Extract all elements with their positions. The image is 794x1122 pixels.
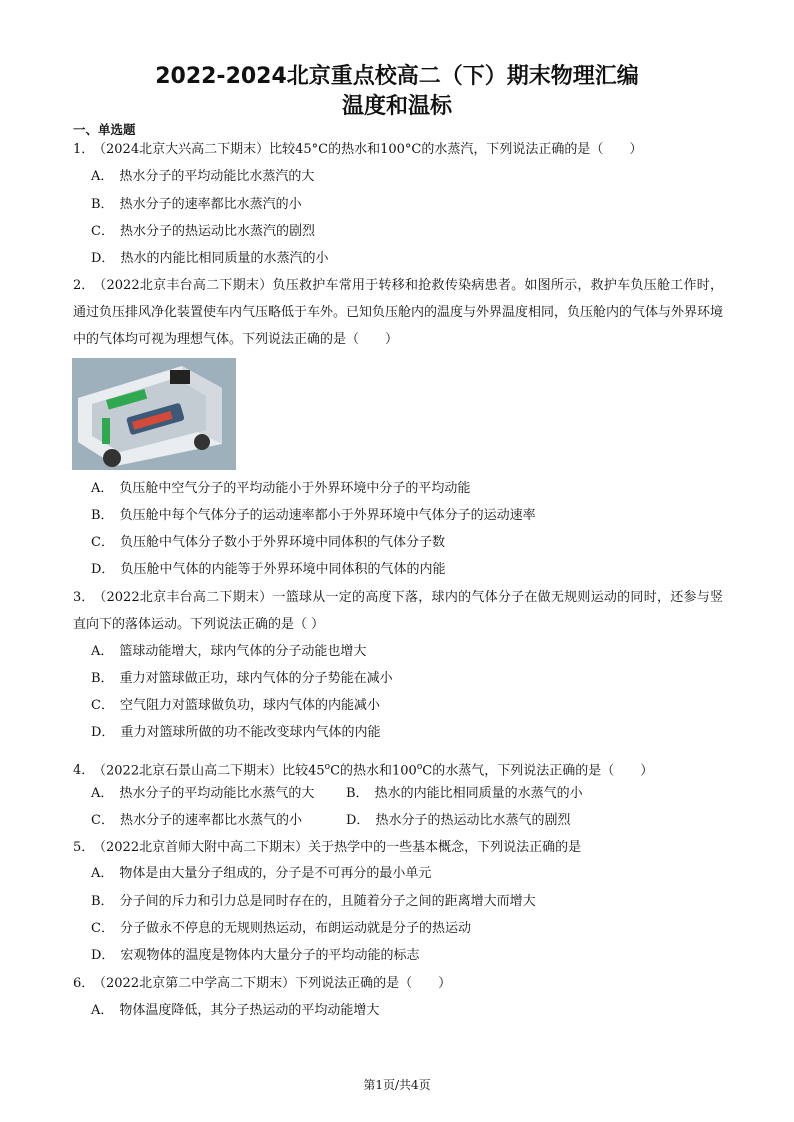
q3-option-b: B． 重力对篮球做正功，球内气体的分子势能在减小: [91, 671, 393, 686]
question-number: 5．: [73, 840, 95, 855]
ambulance-cutaway-illustration: [72, 358, 236, 470]
q3-option-a: A． 篮球动能增大，球内气体的分子动能也增大: [91, 644, 367, 659]
section-heading: 一、单选题: [73, 122, 136, 137]
question-stem: （2024北京大兴高二下期末）比较45°C的热水和100°C的水蒸汽，下列说法正确的是（ ）: [93, 142, 643, 157]
q4-option-b: B． 热水的内能比相同质量的水蒸气的小: [346, 786, 583, 801]
question-stem: （2022北京第二中学高二下期末）下列说法正确的是（ ）: [93, 976, 452, 991]
document-subtitle: 温度和温标: [341, 94, 452, 119]
q2-option-a: A． 负压舱中空气分子的平均动能小于外界环境中分子的平均动能: [91, 481, 471, 496]
document-title: 2022-2024北京重点校高二（下）期末物理汇编: [155, 64, 639, 89]
q5-option-c: C． 分子做永不停息的无规则热运动，布朗运动就是分子的热运动: [91, 921, 471, 936]
question-3: [73, 584, 723, 638]
q1-option-b: B． 热水分子的速率都比水蒸汽的小: [91, 197, 302, 212]
question-stem: （2022北京丰台高二下期末）负压救护车常用于转移和抢救传染病患者。如图所示，救护车负压舱工作时，通过负压排风净化装置使车内气压略低于车外。已知负压舱内的温度与外界温度相同，负压舱内的气体与外界环境中的气体均可视为理想气体。下列说法正确的是（ ）: [73, 278, 724, 347]
q5-option-d: D． 宏观物体的温度是物体内大量分子的平均动能的标志: [91, 948, 420, 963]
q4-option-c: C． 热水分子的速率都比水蒸气的小: [91, 813, 302, 828]
question-number: 2．: [73, 278, 95, 293]
q4-option-a: A． 热水分子的平均动能比水蒸气的大: [91, 786, 315, 801]
q2-option-b: B． 负压舱中每个气体分子的运动速率都小于外界环境中气体分子的运动速率: [91, 508, 536, 523]
question-5: [73, 834, 723, 861]
question-6: [73, 970, 723, 997]
question-number: 4．: [73, 763, 95, 779]
question-stem: （2022北京首师大附中高二下期末）关于热学中的一些基本概念，下列说法正确的是: [93, 840, 582, 855]
q1-option-d: D． 热水的内能比相同质量的水蒸汽的小: [91, 251, 329, 266]
q6-option-a: A． 物体温度降低，其分子热运动的平均动能增大: [91, 1003, 380, 1018]
question-number: 3．: [73, 590, 95, 605]
q5-option-a: A． 物体是由大量分子组成的，分子是不可再分的最小单元: [91, 866, 432, 881]
q3-option-d: D． 重力对篮球所做的功不能改变球内气体的内能: [91, 725, 381, 740]
q2-option-d: D． 负压舱中气体的内能等于外界环境中同体积的气体的内能: [91, 562, 446, 577]
q3-option-c: C． 空气阻力对篮球做负功，球内气体的内能减小: [91, 698, 380, 713]
page-footer: 第1页/共4页: [363, 1078, 431, 1092]
q1-option-c: C． 热水分子的热运动比水蒸汽的剧烈: [91, 224, 315, 239]
question-2: [73, 272, 723, 353]
q5-option-b: B． 分子间的斥力和引力总是同时存在的，且随着分子之间的距离增大而增大: [91, 894, 536, 909]
q2-option-c: C． 负压舱中气体分子数小于外界环境中同体积的气体分子数: [91, 535, 445, 550]
question-stem: （2022北京丰台高二下期末）一篮球从一定的高度下落，球内的气体分子在做无规则运动的同时，还参与竖直向下的落体运动。下列说法正确的是（ ）: [73, 590, 723, 632]
question-1: [73, 136, 723, 163]
question-4: 4．（2022北京石景山高二下期末）比较45$^o$C的热水和100$^o$C的水蒸气，下列说法正确的是（ ）: [73, 754, 723, 784]
q1-option-a: A． 热水分子的平均动能比水蒸汽的大: [91, 169, 315, 184]
question-number: 6．: [73, 976, 95, 991]
question-number: 1．: [73, 142, 95, 157]
q4-option-d: D． 热水分子的热运动比水蒸气的剧烈: [346, 813, 571, 828]
